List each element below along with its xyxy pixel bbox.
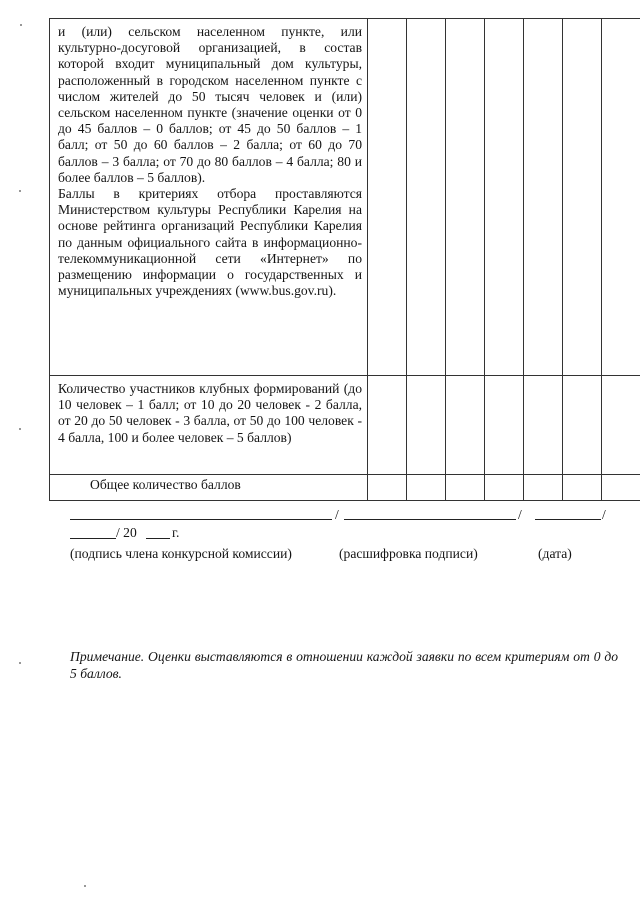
score-cell [602, 376, 640, 475]
score-cell [524, 475, 563, 501]
score-cell [446, 19, 485, 376]
year-suffix: г. [172, 525, 180, 540]
scan-speck [84, 885, 86, 887]
score-cell [407, 475, 446, 501]
table-row [50, 376, 640, 475]
score-cell [368, 376, 407, 475]
caption-decode: (расшифровка подписи) [339, 546, 478, 561]
slash: / [518, 507, 522, 522]
slash: / [602, 507, 606, 522]
day-line [70, 538, 116, 539]
score-cell [368, 475, 407, 501]
score-cell [563, 19, 602, 376]
note-text: Примечание. Оценки выставляются в отношении каждой заявки по всем критериям от 0 до 5 баллов. [70, 649, 618, 681]
caption-date: (дата) [538, 546, 572, 561]
criteria-table [49, 18, 640, 501]
score-cell [485, 475, 524, 501]
scan-speck [19, 428, 21, 430]
score-cell [524, 376, 563, 475]
table-row [50, 19, 640, 376]
score-cell [368, 19, 407, 376]
name-decode-line [344, 519, 516, 520]
year-line [146, 538, 170, 539]
score-cell [524, 19, 563, 376]
scan-speck [19, 190, 21, 192]
criterion-text-cell: и (или) сельском населенном пункте, или культурно-досуговой организацией, в состав которой входит муниципальный дом культуры, расположенный в городском населенном пункте с числом жителей до 50 тысяч человек и (или) сельском населенном пункте (значение оценки от 0 до 45 баллов – 0 баллов; от 45 до 50 баллов – 1 балл; от 50 до 60 баллов – 2 балла; от 60 до 70 баллов – 3 балла; от 70 до 80 баллов – 4 балла; 80 и более баллов – 5 баллов). Баллы в критериях отбора проставляются Министерством культуры Республики Карелия на основе рейтинга организаций Республики Карелия по данным официального сайта в информационно-телекоммуникационной сети «Интернет» по размещению информации о государственных и муниципальных учреждениях (www.bus.gov.ru). [50, 19, 368, 376]
date-line [535, 519, 601, 520]
caption-member: (подпись члена конкурсной комиссии) [70, 546, 292, 561]
scan-speck [20, 24, 22, 26]
score-cell [485, 376, 524, 475]
scan-speck [19, 662, 21, 664]
score-cell [602, 475, 640, 501]
score-cell [446, 376, 485, 475]
score-cell [485, 19, 524, 376]
criterion-text-cell: Количество участников клубных формирований (до 10 человек – 1 балл; от 10 до 20 человек - 2 балла, от 20 до 50 человек - 3 балла, от 50 до 100 человек - 4 балла, 100 и более человек – 5 баллов) [50, 376, 368, 475]
score-cell [446, 475, 485, 501]
total-label: Общее количество баллов [50, 475, 368, 501]
slash: / [335, 507, 339, 522]
score-cell [407, 19, 446, 376]
score-cell [563, 475, 602, 501]
score-cell [563, 376, 602, 475]
year-prefix: / 20 [116, 525, 137, 540]
signature-line [70, 519, 332, 520]
score-cell [407, 376, 446, 475]
table-row-total [50, 475, 640, 501]
score-cell [602, 19, 640, 376]
